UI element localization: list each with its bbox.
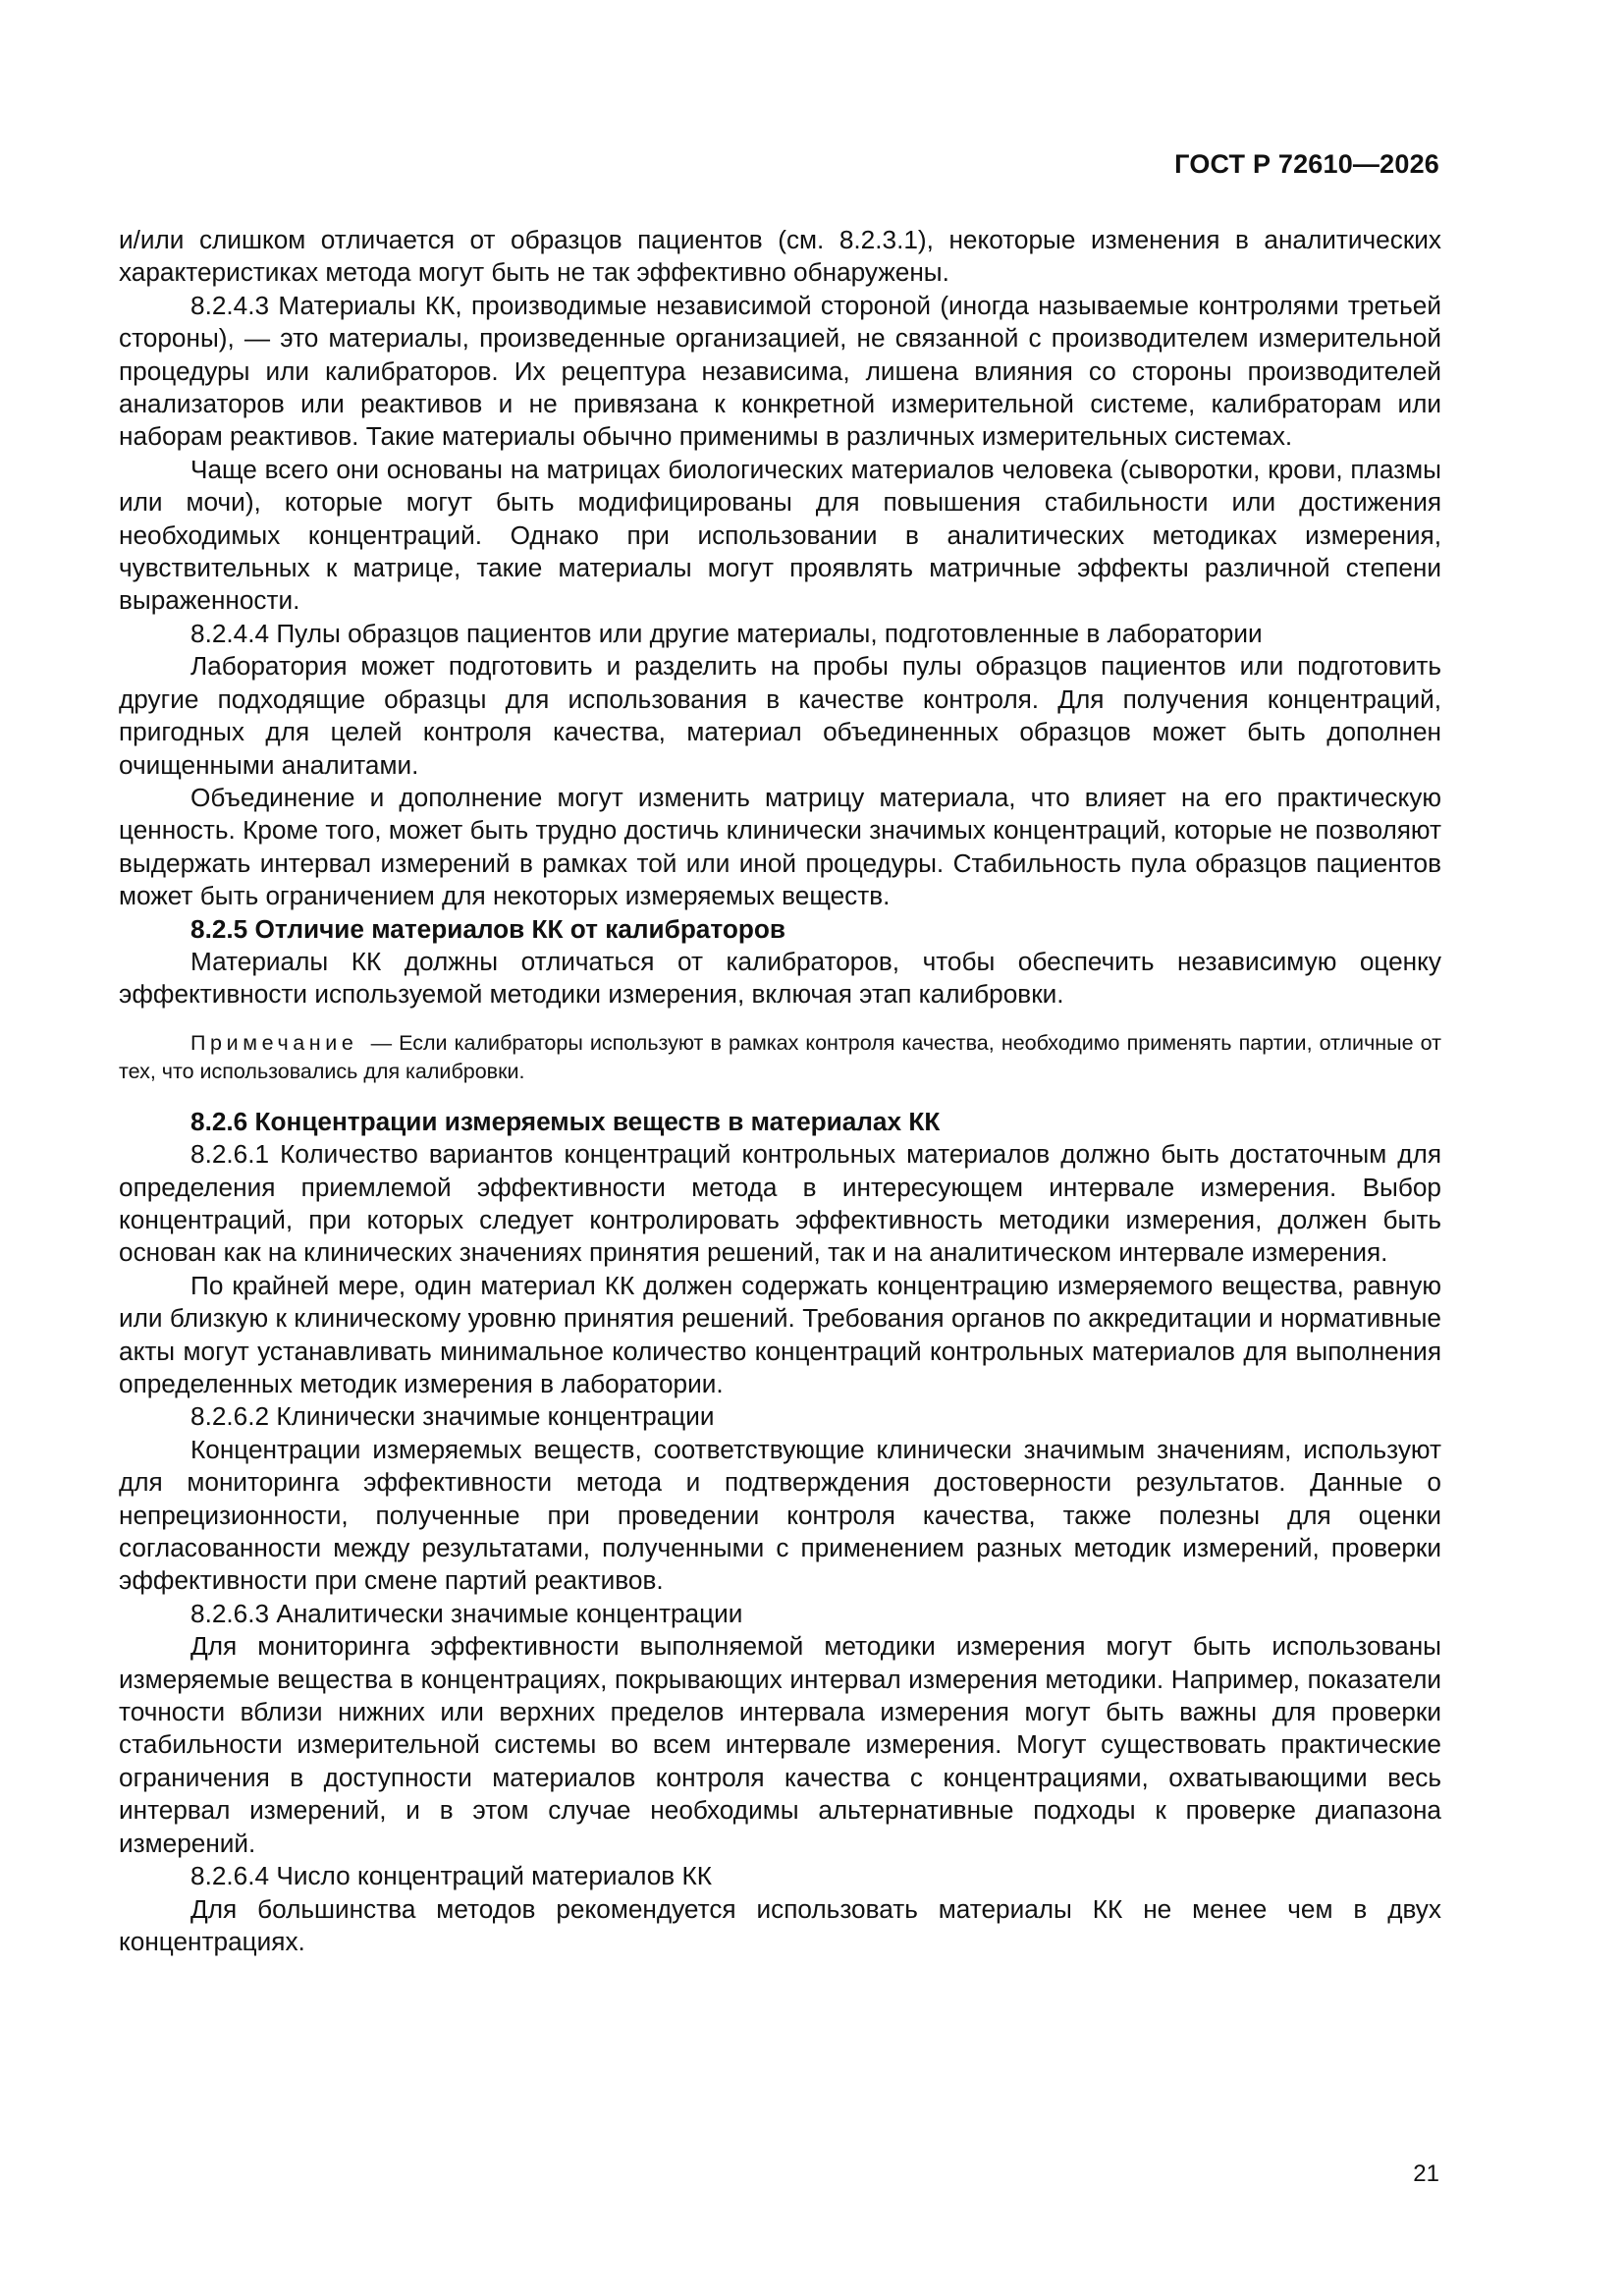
paragraph: 8.2.6.1 Количество вариантов концентраций контрольных материалов должно быть достаточным для определения приемлемой эффективности метода в интересующем интервале измерения. Выбор концентраций, при которых следует контролировать эффективность методики измерения, должен быть основан как на клинических значениях принятия решений, так и на аналитическом интервале измерения. [119, 1139, 1441, 1268]
paragraph: По крайней мере, один материал КК должен содержать концентрацию измеряемого вещества, равную или близкую к клиническому уровню принятия решений. Требования органов по аккредитации и нормативные акты могут устанавливать минимальное количество концентраций контрольных материалов для выполнения определенных методик измерения в лаборатории. [119, 1270, 1441, 1398]
section-heading: 8.2.5 Отличие материалов КК от калибраторов [190, 913, 785, 944]
paragraph: Лаборатория может подготовить и разделить на пробы пулы образцов пациентов или подготовить другие подходящие образцы для использования в качестве контроля. Для получения концентраций, пригодных для целей контроля качества, материал объединенных образцов может быть дополнен очищенными аналитами. [119, 651, 1441, 780]
note-text: — Если калибраторы используют в рамках контроля качества, необходимо применять партии, отличные от тех, что использовались для калибровки. [119, 1030, 1441, 1083]
paragraph: Объединение и дополнение могут изменить матрицу материала, что влияет на его практическую ценность. Кроме того, может быть трудно достичь клинически значимых концентраций, которые не позволяют выдержать интервал измерений в рамках той или иной процедуры. Стабильность пула образцов пациентов может быть ограничением для некоторых измеряемых веществ. [119, 782, 1441, 911]
subsection-title: 8.2.6.3 Аналитически значимые концентрации [190, 1598, 743, 1628]
paragraph: Для мониторинга эффективности выполняемой методики измерения могут быть использованы измеряемые вещества в концентрациях, покрывающих интервал измерения методики. Например, показатели точности вблизи нижних или верхних пределов интервала измерения могут быть важны для проверки стабильности измерительной системы во всем интервале измерения. Могут существовать практические ограничения в доступности материалов контроля качества с концентрациями, охватывающими весь интервал измерений, и в этом случае необходимы альтернативные подходы к проверке диапазона измерений. [119, 1631, 1441, 1858]
paragraph: Материалы КК должны отличаться от калибраторов, чтобы обеспечить независимую оценку эффективности используемой методики измерения, включая этап калибровки. [119, 946, 1441, 1010]
paragraph: и/или слишком отличается от образцов пациентов (см. 8.2.3.1), некоторые изменения в аналитических характеристиках метода могут быть не так эффективно обнаружены. [119, 225, 1441, 288]
note-label: Примечание [190, 1030, 358, 1055]
paragraph: Для большинства методов рекомендуется использовать материалы КК не менее чем в двух концентрациях. [119, 1893, 1441, 1956]
subsection-title: 8.2.4.4 Пулы образцов пациентов или другие материалы, подготовленные в лаборатории [190, 618, 1263, 648]
document-body [119, 224, 1441, 1958]
document-code-header: ГОСТ Р 72610—2026 [1174, 149, 1439, 179]
subsection-title: 8.2.6.2 Клинически значимые концентрации [190, 1401, 715, 1432]
paragraph: Чаще всего они основаны на матрицах биологических материалов человека (сыворотки, крови, плазмы или мочи), которые могут быть модифицированы для повышения стабильности или достижения необходимых концентраций. Однако при использовании в аналитических методиках измерения, чувствительных к матрице, такие материалы могут проявлять матричные эффекты различной степени выраженности. [119, 454, 1441, 616]
note-block [119, 1029, 1441, 1086]
section-heading: 8.2.6 Концентрации измеряемых веществ в материалах КК [190, 1106, 941, 1136]
paragraph: 8.2.4.3 Материалы КК, производимые независимой стороной (иногда называемые контролями третьей стороны), — это материалы, произведенные организацией, не связанной с производителем измерительной процедуры или калибраторов. Их рецептура независима, лишена влияния со стороны производителей анализаторов или реактивов и не привязана к конкретной измерительной системе, калибраторам или наборам реактивов. Такие материалы обычно применимы в различных измерительных системах. [119, 290, 1441, 452]
subsection-title: 8.2.6.4 Число концентраций материалов КК [190, 1861, 712, 1891]
page-number: 21 [1413, 2160, 1439, 2187]
paragraph: Концентрации измеряемых веществ, соответствующие клинически значимым значениям, используют для мониторинга эффективности метода и подтверждения достоверности результатов. Данные о непрецизионности, полученные при проведении контроля качества, также полезны для оценки согласованности между результатами, полученными с применением разных методик измерений, проверки эффективности при смене партий реактивов. [119, 1434, 1441, 1596]
